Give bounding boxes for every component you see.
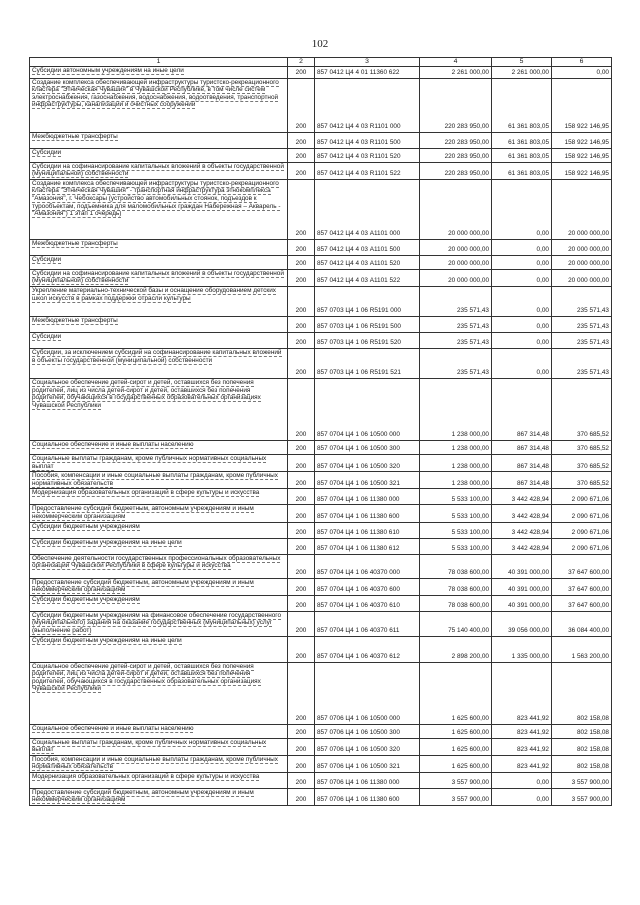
row-executed-amount: 61 361 803,05 (492, 78, 552, 132)
row-approved-amount: 3 557 900,00 (420, 788, 492, 805)
row-name-text: Социальное обеспечение детей-сирот и детей, оставшихся без попечения родителей, лиц из числа детей-сирот и детей, оставшихся без попечения родителей, обучающихся в государственных образовательных организациях Чувашской Республики (32, 662, 261, 693)
row-classifier: 857 0412 Ц4 4 03 R1101 500 (315, 132, 420, 148)
row-remaining-amount: 158 922 146,95 (552, 148, 612, 162)
row-remaining-amount: 370 685,52 (552, 378, 612, 440)
row-classifier: 857 0704 Ц4 1 06 11380 000 (315, 489, 420, 505)
row-approved-amount: 20 000 000,00 (420, 269, 492, 286)
row-classifier: 857 0412 Ц4 4 03 A1101 522 (315, 269, 420, 286)
row-code: 200 (288, 724, 315, 738)
row-name (30, 132, 288, 148)
row-name (30, 489, 288, 505)
row-executed-amount: 2 261 000,00 (492, 66, 552, 78)
table-row (30, 316, 612, 332)
row-remaining-amount: 802 158,08 (552, 738, 612, 755)
table-row (30, 286, 612, 316)
row-approved-amount: 20 000 000,00 (420, 255, 492, 269)
row-executed-amount: 0,00 (492, 255, 552, 269)
row-remaining-amount: 37 647 600,00 (552, 595, 612, 611)
row-executed-amount: 823 441,92 (492, 738, 552, 755)
row-approved-amount: 220 283 950,00 (420, 78, 492, 132)
row-remaining-amount: 158 922 146,95 (552, 162, 612, 179)
row-name-text: Предоставление субсидий бюджетным, автономным учреждениям и иным некоммерческим организациям (32, 788, 254, 804)
row-name (30, 505, 288, 522)
row-classifier: 857 0706 Ц4 1 06 10500 321 (315, 755, 420, 772)
table-row (30, 440, 612, 454)
table-row (30, 148, 612, 162)
row-classifier: 857 0412 Ц4 4 03 A1101 500 (315, 239, 420, 255)
row-name-text: Субсидии бюджетным учреждениям на иные цели (32, 636, 182, 644)
budget-execution-table (29, 57, 612, 806)
table-row (30, 269, 612, 286)
row-remaining-amount: 36 084 400,00 (552, 611, 612, 636)
row-approved-amount: 20 000 000,00 (420, 239, 492, 255)
row-remaining-amount: 0,00 (552, 66, 612, 78)
row-approved-amount: 1 238 000,00 (420, 472, 492, 489)
row-approved-amount: 5 533 100,00 (420, 489, 492, 505)
row-remaining-amount: 158 922 146,95 (552, 132, 612, 148)
table-row (30, 472, 612, 489)
row-classifier: 857 0706 Ц4 1 06 10500 320 (315, 738, 420, 755)
row-name-text: Субсидии, за исключением субсидий на софинансирование капитальных вложений в объекты государственной (муниципальной) собственности (32, 348, 282, 364)
row-approved-amount: 1 238 000,00 (420, 378, 492, 440)
row-classifier: 857 0704 Ц4 1 06 11380 600 (315, 505, 420, 522)
row-name (30, 316, 288, 332)
row-remaining-amount: 1 563 200,00 (552, 636, 612, 662)
row-name-text: Межбюджетные трансферты (32, 239, 118, 247)
table-row (30, 179, 612, 239)
row-executed-amount: 39 056 000,00 (492, 611, 552, 636)
row-name-text: Субсидии автономным учреждениям на иные цели (32, 66, 184, 74)
row-approved-amount: 5 533 100,00 (420, 538, 492, 554)
row-name-text: Социальные выплаты гражданам, кроме публичных нормативных социальных выплат (32, 454, 267, 470)
row-classifier: 857 0703 Ц4 1 06 R5191 500 (315, 316, 420, 332)
row-approved-amount: 220 283 950,00 (420, 132, 492, 148)
row-code: 200 (288, 522, 315, 538)
row-name-text: Социальные выплаты гражданам, кроме публичных нормативных социальных выплат (32, 738, 267, 754)
row-approved-amount: 235 571,43 (420, 348, 492, 378)
table-row (30, 522, 612, 538)
row-name-text: Субсидии бюджетным учреждениям (32, 522, 140, 530)
row-name-text: Предоставление субсидий бюджетным, автономным учреждениям и иным некоммерческим организациям (32, 578, 254, 594)
row-name (30, 595, 288, 611)
table-row (30, 66, 612, 78)
table-row (30, 738, 612, 755)
row-name (30, 788, 288, 805)
row-remaining-amount: 370 685,52 (552, 440, 612, 454)
row-executed-amount: 0,00 (492, 179, 552, 239)
row-remaining-amount: 235 571,43 (552, 286, 612, 316)
row-approved-amount: 235 571,43 (420, 332, 492, 348)
row-code: 200 (288, 148, 315, 162)
table-row (30, 611, 612, 636)
row-approved-amount: 2 261 000,00 (420, 66, 492, 78)
row-remaining-amount: 370 685,52 (552, 472, 612, 489)
table-row (30, 454, 612, 471)
row-code: 200 (288, 316, 315, 332)
row-classifier: 857 0704 Ц4 1 06 40370 611 (315, 611, 420, 636)
row-name-text: Межбюджетные трансферты (32, 132, 118, 140)
row-executed-amount: 61 361 803,05 (492, 148, 552, 162)
row-code: 200 (288, 538, 315, 554)
row-code: 200 (288, 440, 315, 454)
row-approved-amount: 220 283 950,00 (420, 148, 492, 162)
row-executed-amount: 3 442 428,94 (492, 538, 552, 554)
table-row (30, 489, 612, 505)
row-executed-amount: 867 314,48 (492, 472, 552, 489)
row-executed-amount: 3 442 428,94 (492, 522, 552, 538)
row-code: 200 (288, 348, 315, 378)
table-row (30, 332, 612, 348)
row-classifier: 857 0704 Ц4 1 06 10500 320 (315, 454, 420, 471)
row-name-text: Создание комплекса обеспечивающей инфраструктуры туристско-рекреационного кластера "Этническая Чувашия" в Чувашской Республике, в том числе систем электроснабжения, газоснабжения, водоснабжения, водоотведения, транспортной инфраструктуры, канализации и очистных сооружений (32, 78, 279, 109)
row-approved-amount: 1 625 600,00 (420, 755, 492, 772)
row-executed-amount: 823 441,92 (492, 755, 552, 772)
row-remaining-amount: 235 571,43 (552, 316, 612, 332)
row-remaining-amount: 2 090 671,06 (552, 538, 612, 554)
row-name (30, 239, 288, 255)
row-name-text: Предоставление субсидий бюджетным, автономным учреждениям и иным некоммерческим организациям (32, 505, 254, 520)
row-classifier: 857 0703 Ц4 1 06 R5191 520 (315, 332, 420, 348)
row-code: 200 (288, 162, 315, 179)
row-code: 200 (288, 454, 315, 471)
row-executed-amount: 40 391 000,00 (492, 595, 552, 611)
row-executed-amount: 823 441,92 (492, 724, 552, 738)
table-row (30, 378, 612, 440)
row-name-text: Создание комплекса обеспечивающей инфраструктуры туристско-рекреационного кластера "Этническая Чувашия" - транспортная инфраструктура этнокомплекса "Амазония", г. Чебоксары (устройство автомобильных стоянок, подъездов к турообъектам, подъемника для маломобильных граждан Набережная – Акварель - "Амазония") 1 этап 1 очередь) (32, 179, 281, 218)
row-code: 200 (288, 636, 315, 662)
row-code: 200 (288, 472, 315, 489)
row-approved-amount: 20 000 000,00 (420, 179, 492, 239)
row-name (30, 772, 288, 788)
row-name (30, 332, 288, 348)
row-name-text: Субсидии на софинансирование капитальных вложений в объекты государственной (муниципальной) собственности (32, 162, 284, 178)
table-row (30, 505, 612, 522)
row-classifier: 857 0706 Ц4 1 06 10500 000 (315, 662, 420, 724)
row-remaining-amount: 20 000 000,00 (552, 179, 612, 239)
table-row (30, 772, 612, 788)
row-approved-amount: 5 533 100,00 (420, 505, 492, 522)
row-name-text: Субсидии бюджетным учреждениям на финансовое обеспечение государственного (муниципального) задания на оказание государственных (муниципальных) услуг (выполнение работ) (32, 611, 282, 634)
row-remaining-amount: 235 571,43 (552, 332, 612, 348)
row-classifier: 857 0412 Ц4 4 03 A1101 000 (315, 179, 420, 239)
row-name (30, 286, 288, 316)
header-cell: 2 (288, 58, 315, 67)
row-classifier: 857 0704 Ц4 1 06 10500 300 (315, 440, 420, 454)
table-row (30, 255, 612, 269)
row-classifier: 857 0706 Ц4 1 06 11380 600 (315, 788, 420, 805)
row-code: 200 (288, 755, 315, 772)
table-row (30, 578, 612, 595)
row-code: 200 (288, 378, 315, 440)
table-row (30, 162, 612, 179)
row-name-text: Субсидии бюджетным учреждениям на иные цели (32, 538, 182, 546)
row-code: 200 (288, 239, 315, 255)
table-row (30, 724, 612, 738)
row-classifier: 857 0706 Ц4 1 06 11380 000 (315, 772, 420, 788)
row-name-text: Субсидии на софинансирование капитальных вложений в объекты государственной (муниципальной) собственности (32, 269, 284, 285)
row-remaining-amount: 802 158,08 (552, 755, 612, 772)
row-approved-amount: 2 898 200,00 (420, 636, 492, 662)
page-number: 102 (311, 38, 329, 50)
row-remaining-amount: 20 000 000,00 (552, 269, 612, 286)
row-code: 200 (288, 554, 315, 578)
row-remaining-amount: 370 685,52 (552, 454, 612, 471)
row-code: 200 (288, 578, 315, 595)
row-executed-amount: 0,00 (492, 286, 552, 316)
table-row (30, 348, 612, 378)
row-executed-amount: 0,00 (492, 269, 552, 286)
row-executed-amount: 0,00 (492, 316, 552, 332)
row-approved-amount: 220 283 950,00 (420, 162, 492, 179)
row-name-text: Социальное обеспечение детей-сирот и детей, оставшихся без попечения родителей, лиц из числа детей-сирот и детей, оставшихся без попечения родителей, обучающихся в государственных образовательных организациях Чувашской Республики (32, 378, 261, 409)
header-cell: 5 (492, 58, 552, 67)
row-classifier: 857 0704 Ц4 1 06 40370 612 (315, 636, 420, 662)
row-approved-amount: 235 571,43 (420, 286, 492, 316)
row-remaining-amount: 235 571,43 (552, 348, 612, 378)
row-code: 200 (288, 788, 315, 805)
row-name (30, 472, 288, 489)
row-executed-amount: 61 361 803,05 (492, 162, 552, 179)
row-classifier: 857 0703 Ц4 1 06 R5191 000 (315, 286, 420, 316)
row-classifier: 857 0412 Ц4 4 03 R1101 000 (315, 78, 420, 132)
row-approved-amount: 3 557 900,00 (420, 772, 492, 788)
row-code: 200 (288, 269, 315, 286)
row-executed-amount: 867 314,48 (492, 378, 552, 440)
row-code: 200 (288, 66, 315, 78)
row-code: 200 (288, 611, 315, 636)
row-classifier: 857 0704 Ц4 1 06 40370 600 (315, 578, 420, 595)
row-classifier: 857 0412 Ц4 4 03 R1101 522 (315, 162, 420, 179)
row-remaining-amount: 802 158,08 (552, 724, 612, 738)
row-name (30, 538, 288, 554)
row-name-text: Социальное обеспечение и иные выплаты населению (32, 440, 194, 448)
row-remaining-amount: 2 090 671,06 (552, 505, 612, 522)
row-name (30, 578, 288, 595)
row-code: 200 (288, 332, 315, 348)
row-name (30, 724, 288, 738)
row-name-text: Субсидии (32, 255, 62, 263)
row-approved-amount: 1 625 600,00 (420, 662, 492, 724)
row-name (30, 738, 288, 755)
row-name (30, 78, 288, 132)
row-name (30, 148, 288, 162)
row-executed-amount: 40 391 000,00 (492, 554, 552, 578)
row-code: 200 (288, 772, 315, 788)
header-cell: 3 (315, 58, 420, 67)
row-executed-amount: 823 441,92 (492, 662, 552, 724)
row-code: 200 (288, 132, 315, 148)
header-cell: 6 (552, 58, 612, 67)
row-approved-amount: 75 140 400,00 (420, 611, 492, 636)
row-remaining-amount: 2 090 671,06 (552, 489, 612, 505)
row-classifier: 857 0703 Ц4 1 06 R5191 521 (315, 348, 420, 378)
row-code: 200 (288, 662, 315, 724)
row-name (30, 636, 288, 662)
row-name (30, 454, 288, 471)
table-row (30, 554, 612, 578)
row-remaining-amount: 37 647 600,00 (552, 578, 612, 595)
row-remaining-amount: 158 922 146,95 (552, 78, 612, 132)
row-executed-amount: 61 361 803,05 (492, 132, 552, 148)
row-name (30, 179, 288, 239)
table-row (30, 239, 612, 255)
row-name-text: Субсидии бюджетным учреждениям (32, 595, 140, 603)
row-remaining-amount: 37 647 600,00 (552, 554, 612, 578)
row-approved-amount: 1 238 000,00 (420, 454, 492, 471)
row-executed-amount: 867 314,48 (492, 454, 552, 471)
row-code: 200 (288, 738, 315, 755)
row-name (30, 755, 288, 772)
row-classifier: 857 0704 Ц4 1 06 11380 610 (315, 522, 420, 538)
header-row (30, 58, 612, 67)
row-name (30, 348, 288, 378)
row-name-text: Межбюджетные трансферты (32, 316, 118, 324)
row-name (30, 611, 288, 636)
table-row (30, 662, 612, 724)
row-executed-amount: 3 442 428,94 (492, 489, 552, 505)
row-executed-amount: 0,00 (492, 772, 552, 788)
header-cell: 4 (420, 58, 492, 67)
row-executed-amount: 1 335 000,00 (492, 636, 552, 662)
row-classifier: 857 0704 Ц4 1 06 10500 321 (315, 472, 420, 489)
row-executed-amount: 0,00 (492, 332, 552, 348)
row-classifier: 857 0706 Ц4 1 06 10500 300 (315, 724, 420, 738)
row-name-text: Субсидии (32, 148, 62, 156)
row-approved-amount: 5 533 100,00 (420, 522, 492, 538)
row-approved-amount: 1 625 600,00 (420, 724, 492, 738)
row-code: 200 (288, 78, 315, 132)
row-remaining-amount: 2 090 671,06 (552, 522, 612, 538)
row-executed-amount: 3 442 428,94 (492, 505, 552, 522)
row-remaining-amount: 3 557 900,00 (552, 788, 612, 805)
row-name (30, 269, 288, 286)
row-name (30, 66, 288, 78)
row-name (30, 554, 288, 578)
row-approved-amount: 1 625 600,00 (420, 738, 492, 755)
row-approved-amount: 78 038 600,00 (420, 578, 492, 595)
row-classifier: 857 0412 Ц4 4 03 R1101 520 (315, 148, 420, 162)
row-name-text: Укрепление материально-технической базы и оснащение оборудованием детских школ искусств в рамках поддержки отрасли культуры (32, 286, 276, 302)
row-classifier: 857 0412 Ц4 4 01 11360 622 (315, 66, 420, 78)
row-executed-amount: 0,00 (492, 239, 552, 255)
row-name (30, 522, 288, 538)
row-name (30, 255, 288, 269)
row-approved-amount: 78 038 600,00 (420, 595, 492, 611)
table-row (30, 755, 612, 772)
row-name (30, 378, 288, 440)
row-code: 200 (288, 505, 315, 522)
row-code: 200 (288, 255, 315, 269)
row-remaining-amount: 3 557 900,00 (552, 772, 612, 788)
row-name-text: Социальное обеспечение и иные выплаты населению (32, 724, 194, 732)
row-executed-amount: 0,00 (492, 348, 552, 378)
row-name-text: Субсидии (32, 332, 62, 340)
row-name-text: Обеспечение деятельности государственных профессиональных образовательных организаций Чувашской Республики в сфере культуры и искусства (32, 554, 281, 570)
row-executed-amount: 40 391 000,00 (492, 578, 552, 595)
row-classifier: 857 0412 Ц4 4 03 A1101 520 (315, 255, 420, 269)
row-name (30, 162, 288, 179)
table-row (30, 538, 612, 554)
header-cell: 1 (30, 58, 288, 67)
table-row (30, 78, 612, 132)
row-approved-amount: 235 571,43 (420, 316, 492, 332)
row-remaining-amount: 20 000 000,00 (552, 239, 612, 255)
row-classifier: 857 0704 Ц4 1 06 10500 000 (315, 378, 420, 440)
row-code: 200 (288, 286, 315, 316)
row-code: 200 (288, 179, 315, 239)
row-remaining-amount: 20 000 000,00 (552, 255, 612, 269)
row-approved-amount: 1 238 000,00 (420, 440, 492, 454)
row-remaining-amount: 802 158,08 (552, 662, 612, 724)
row-name (30, 440, 288, 454)
row-classifier: 857 0704 Ц4 1 06 40370 000 (315, 554, 420, 578)
table-row (30, 132, 612, 148)
row-classifier: 857 0704 Ц4 1 06 40370 610 (315, 595, 420, 611)
row-code: 200 (288, 489, 315, 505)
row-name-text: Модернизация образовательных организаций в сфере культуры и искусства (32, 772, 260, 780)
row-name-text: Модернизация образовательных организаций в сфере культуры и искусства (32, 489, 260, 497)
row-name-text: Пособия, компенсации и иные социальные выплаты гражданам, кроме публичных нормативных обязательств (32, 472, 278, 487)
table-row (30, 636, 612, 662)
row-name (30, 662, 288, 724)
row-code: 200 (288, 595, 315, 611)
row-name-text: Пособия, компенсации и иные социальные выплаты гражданам, кроме публичных нормативных обязательств (32, 755, 278, 771)
table-row (30, 595, 612, 611)
row-classifier: 857 0704 Ц4 1 06 11380 612 (315, 538, 420, 554)
row-approved-amount: 78 038 600,00 (420, 554, 492, 578)
table-row (30, 788, 612, 805)
row-executed-amount: 0,00 (492, 788, 552, 805)
row-executed-amount: 867 314,48 (492, 440, 552, 454)
